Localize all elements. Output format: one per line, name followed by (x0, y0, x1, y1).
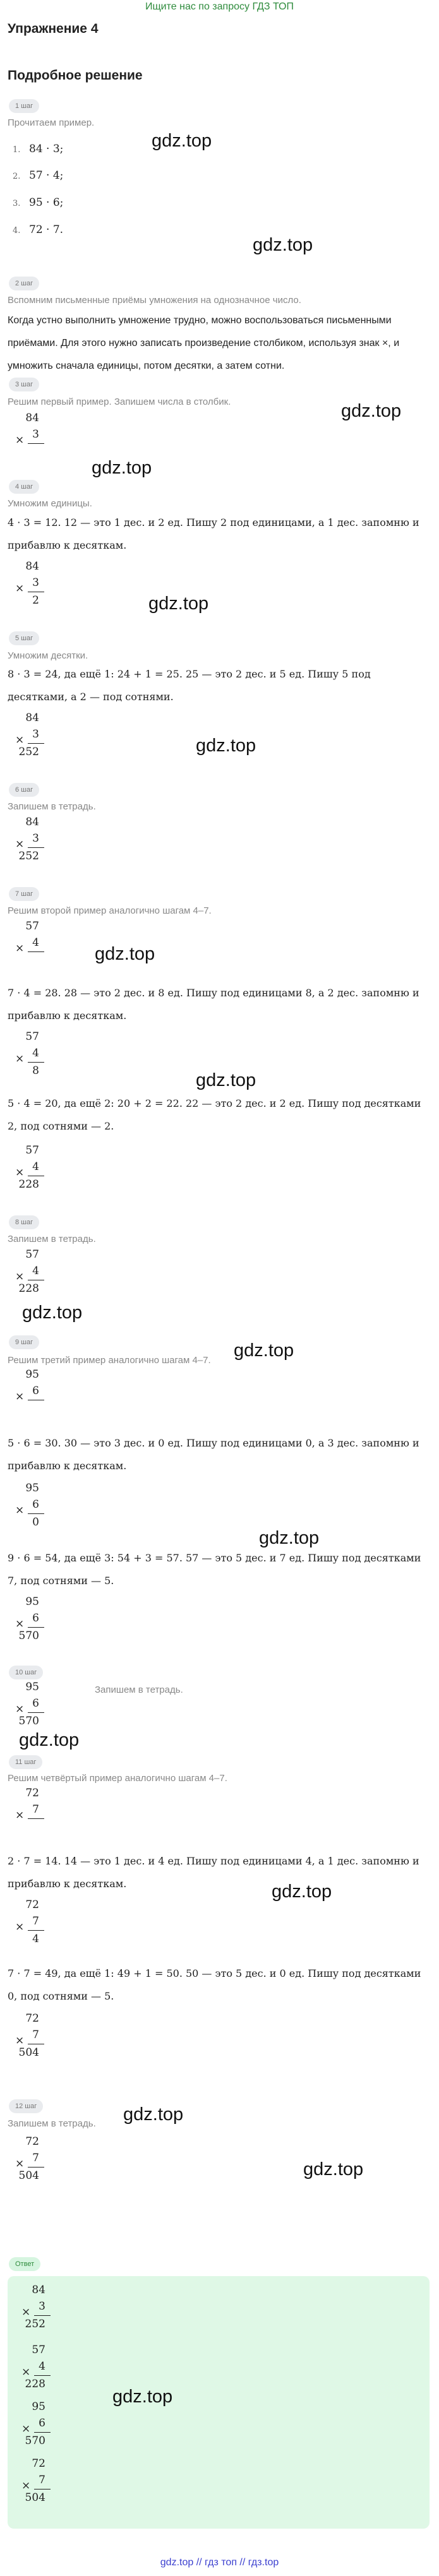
watermark: gdz.top (272, 1881, 332, 1902)
column-multiplication: × 84 3 2 (8, 559, 64, 622)
answer-column: × 72 7 504 (14, 2456, 71, 2519)
search-hint-link[interactable]: Ищите нас по запросу ГДЗ ТОП (145, 1, 294, 12)
column-multiplication: × 95 6 570 (8, 1679, 64, 1743)
step-description: Вспомним письменные приёмы умножения на однозначное число. (8, 295, 301, 306)
answer-label: Ответ (9, 2257, 40, 2271)
watermark: gdz.top (123, 2104, 184, 2125)
explanation-text: 5 · 6 = 30. 30 — это 3 дес. и 0 ед. Пишу под единицами 0, а 3 дес. запомню и прибавлю к десяткам. (8, 1437, 419, 1472)
step-label: 12 шаг (9, 2099, 43, 2113)
step-label: 10 шаг (9, 1666, 43, 1679)
step-description: Прочитаем пример. (8, 117, 95, 128)
watermark: gdz.top (196, 736, 256, 756)
step-description: Запишем в тетрадь. (8, 1234, 96, 1244)
watermark: gdz.top (341, 401, 402, 421)
column-multiplication: × 57 4 8 (8, 1029, 64, 1092)
column-multiplication: × 57 4 (8, 919, 64, 982)
step-label: 1 шаг (9, 99, 39, 113)
watermark: gdz.top (148, 593, 209, 614)
column-multiplication: × 95 6 0 (8, 1481, 64, 1544)
column-multiplication: × 72 7 (8, 1786, 64, 1849)
explanation-text: 7 · 4 = 28. 28 — это 2 дес. и 8 ед. Пишу под единицами 8, а 2 дес. запомню и прибавлю к десяткам. (8, 987, 419, 1022)
step-label: 7 шаг (9, 887, 39, 901)
answer-column: × 95 6 570 (14, 2399, 71, 2462)
column-multiplication: × 84 3 252 (8, 814, 64, 878)
watermark: gdz.top (234, 1340, 294, 1361)
explanation-text: 9 · 6 = 54, да ещё 3: 54 + 3 = 57. 57 — это 5 дес. и 7 ед. Пишу под десятками 7, под сотнями — 5. (8, 1552, 421, 1587)
explanation-text: Когда устно выполнить умножение трудно, можно воспользоваться письменными приёмами. Для этого нужно записать произведение столбиком, используя знак ×, и умножить сначала единицы, потом десятки, а затем сотни. (8, 315, 400, 371)
watermark: gdz.top (22, 1303, 83, 1323)
step-label: 9 шаг (9, 1335, 39, 1349)
watermark: gdz.top (196, 1070, 256, 1090)
answer-column: × 84 3 252 (14, 2282, 71, 2346)
answer-box (8, 2276, 430, 2529)
column-multiplication: × 72 7 4 (8, 1897, 64, 1960)
step-label: 3 шаг (9, 378, 39, 391)
step-description: Запишем в тетрадь. (8, 2118, 96, 2129)
column-multiplication: × 72 7 504 (8, 2134, 64, 2197)
explanation-text: 8 · 3 = 24, да ещё 1: 24 + 1 = 25. 25 — это 2 дес. и 5 ед. Пишу 5 под десятками, а 2 — под сотнями. (8, 668, 371, 703)
step-label: 4 шаг (9, 480, 39, 494)
column-multiplication: × 57 4 228 (8, 1143, 64, 1206)
step-description: Решим второй пример аналогично шагам 4–7. (8, 905, 212, 916)
explanation-text: 4 · 3 = 12. 12 — это 1 дес. и 2 ед. Пишу 2 под единицами, а 1 дес. запомню и прибавлю к десяткам. (8, 516, 419, 551)
example-item: 1. 84 · 3; (13, 143, 64, 155)
step-description: Умножим единицы. (8, 498, 92, 509)
watermark: gdz.top (259, 1528, 320, 1548)
step-label: 5 шаг (9, 631, 39, 645)
explanation-text: 2 · 7 = 14. 14 — это 1 дес. и 4 ед. Пишу под единицами 4, а 1 дес. запомню и прибавлю к десяткам. (8, 1855, 419, 1890)
footer-links[interactable]: gdz.top // гдз топ // гдз.top (160, 2557, 279, 2568)
example-item: 2. 57 · 4; (13, 169, 64, 182)
example-item: 3. 95 · 6; (13, 196, 64, 209)
explanation-text: 7 · 7 = 49, да ещё 1: 49 + 1 = 50. 50 — это 5 дес. и 0 ед. Пишу под десятками 0, под сотнями — 5. (8, 1967, 421, 2002)
column-multiplication: × 84 3 (8, 410, 64, 474)
watermark: gdz.top (253, 235, 313, 255)
page-title: Упражнение 4 (8, 21, 99, 36)
watermark: gdz.top (95, 944, 155, 964)
section-title: Подробное решение (8, 68, 143, 83)
answer-column: × 57 4 228 (14, 2342, 71, 2406)
explanation-text: 5 · 4 = 20, да ещё 2: 20 + 2 = 22. 22 — это 2 дес. и 2 ед. Пишу под десятками 2, под сотнями — 2. (8, 1097, 421, 1132)
column-multiplication: × 95 6 (8, 1367, 64, 1430)
column-multiplication: × 84 3 252 (8, 710, 64, 773)
watermark: gdz.top (19, 1730, 80, 1750)
step-label: 2 шаг (9, 277, 39, 290)
watermark: gdz.top (152, 131, 212, 151)
step-description: Запишем в тетрадь. (8, 801, 96, 812)
watermark: gdz.top (303, 2159, 364, 2179)
column-multiplication: × 57 4 228 (8, 1247, 64, 1310)
column-multiplication: × 72 7 504 (8, 2011, 64, 2074)
step-description: Решим третий пример аналогично шагам 4–7. (8, 1355, 211, 1366)
column-multiplication: × 95 6 570 (8, 1594, 64, 1657)
step-label: 8 шаг (9, 1215, 39, 1229)
step-label: 6 шаг (9, 783, 39, 797)
watermark: gdz.top (92, 458, 152, 478)
watermark: gdz.top (112, 2387, 173, 2407)
step-description: Решим четвёртый пример аналогично шагам 4–7. (8, 1773, 227, 1784)
example-item: 4. 72 · 7. (13, 224, 64, 236)
step-description: Запишем в тетрадь. (95, 1685, 183, 1695)
step-description: Умножим десятки. (8, 650, 88, 661)
step-label: 11 шаг (9, 1755, 42, 1769)
step-description: Решим первый пример. Запишем числа в столбик. (8, 397, 231, 407)
